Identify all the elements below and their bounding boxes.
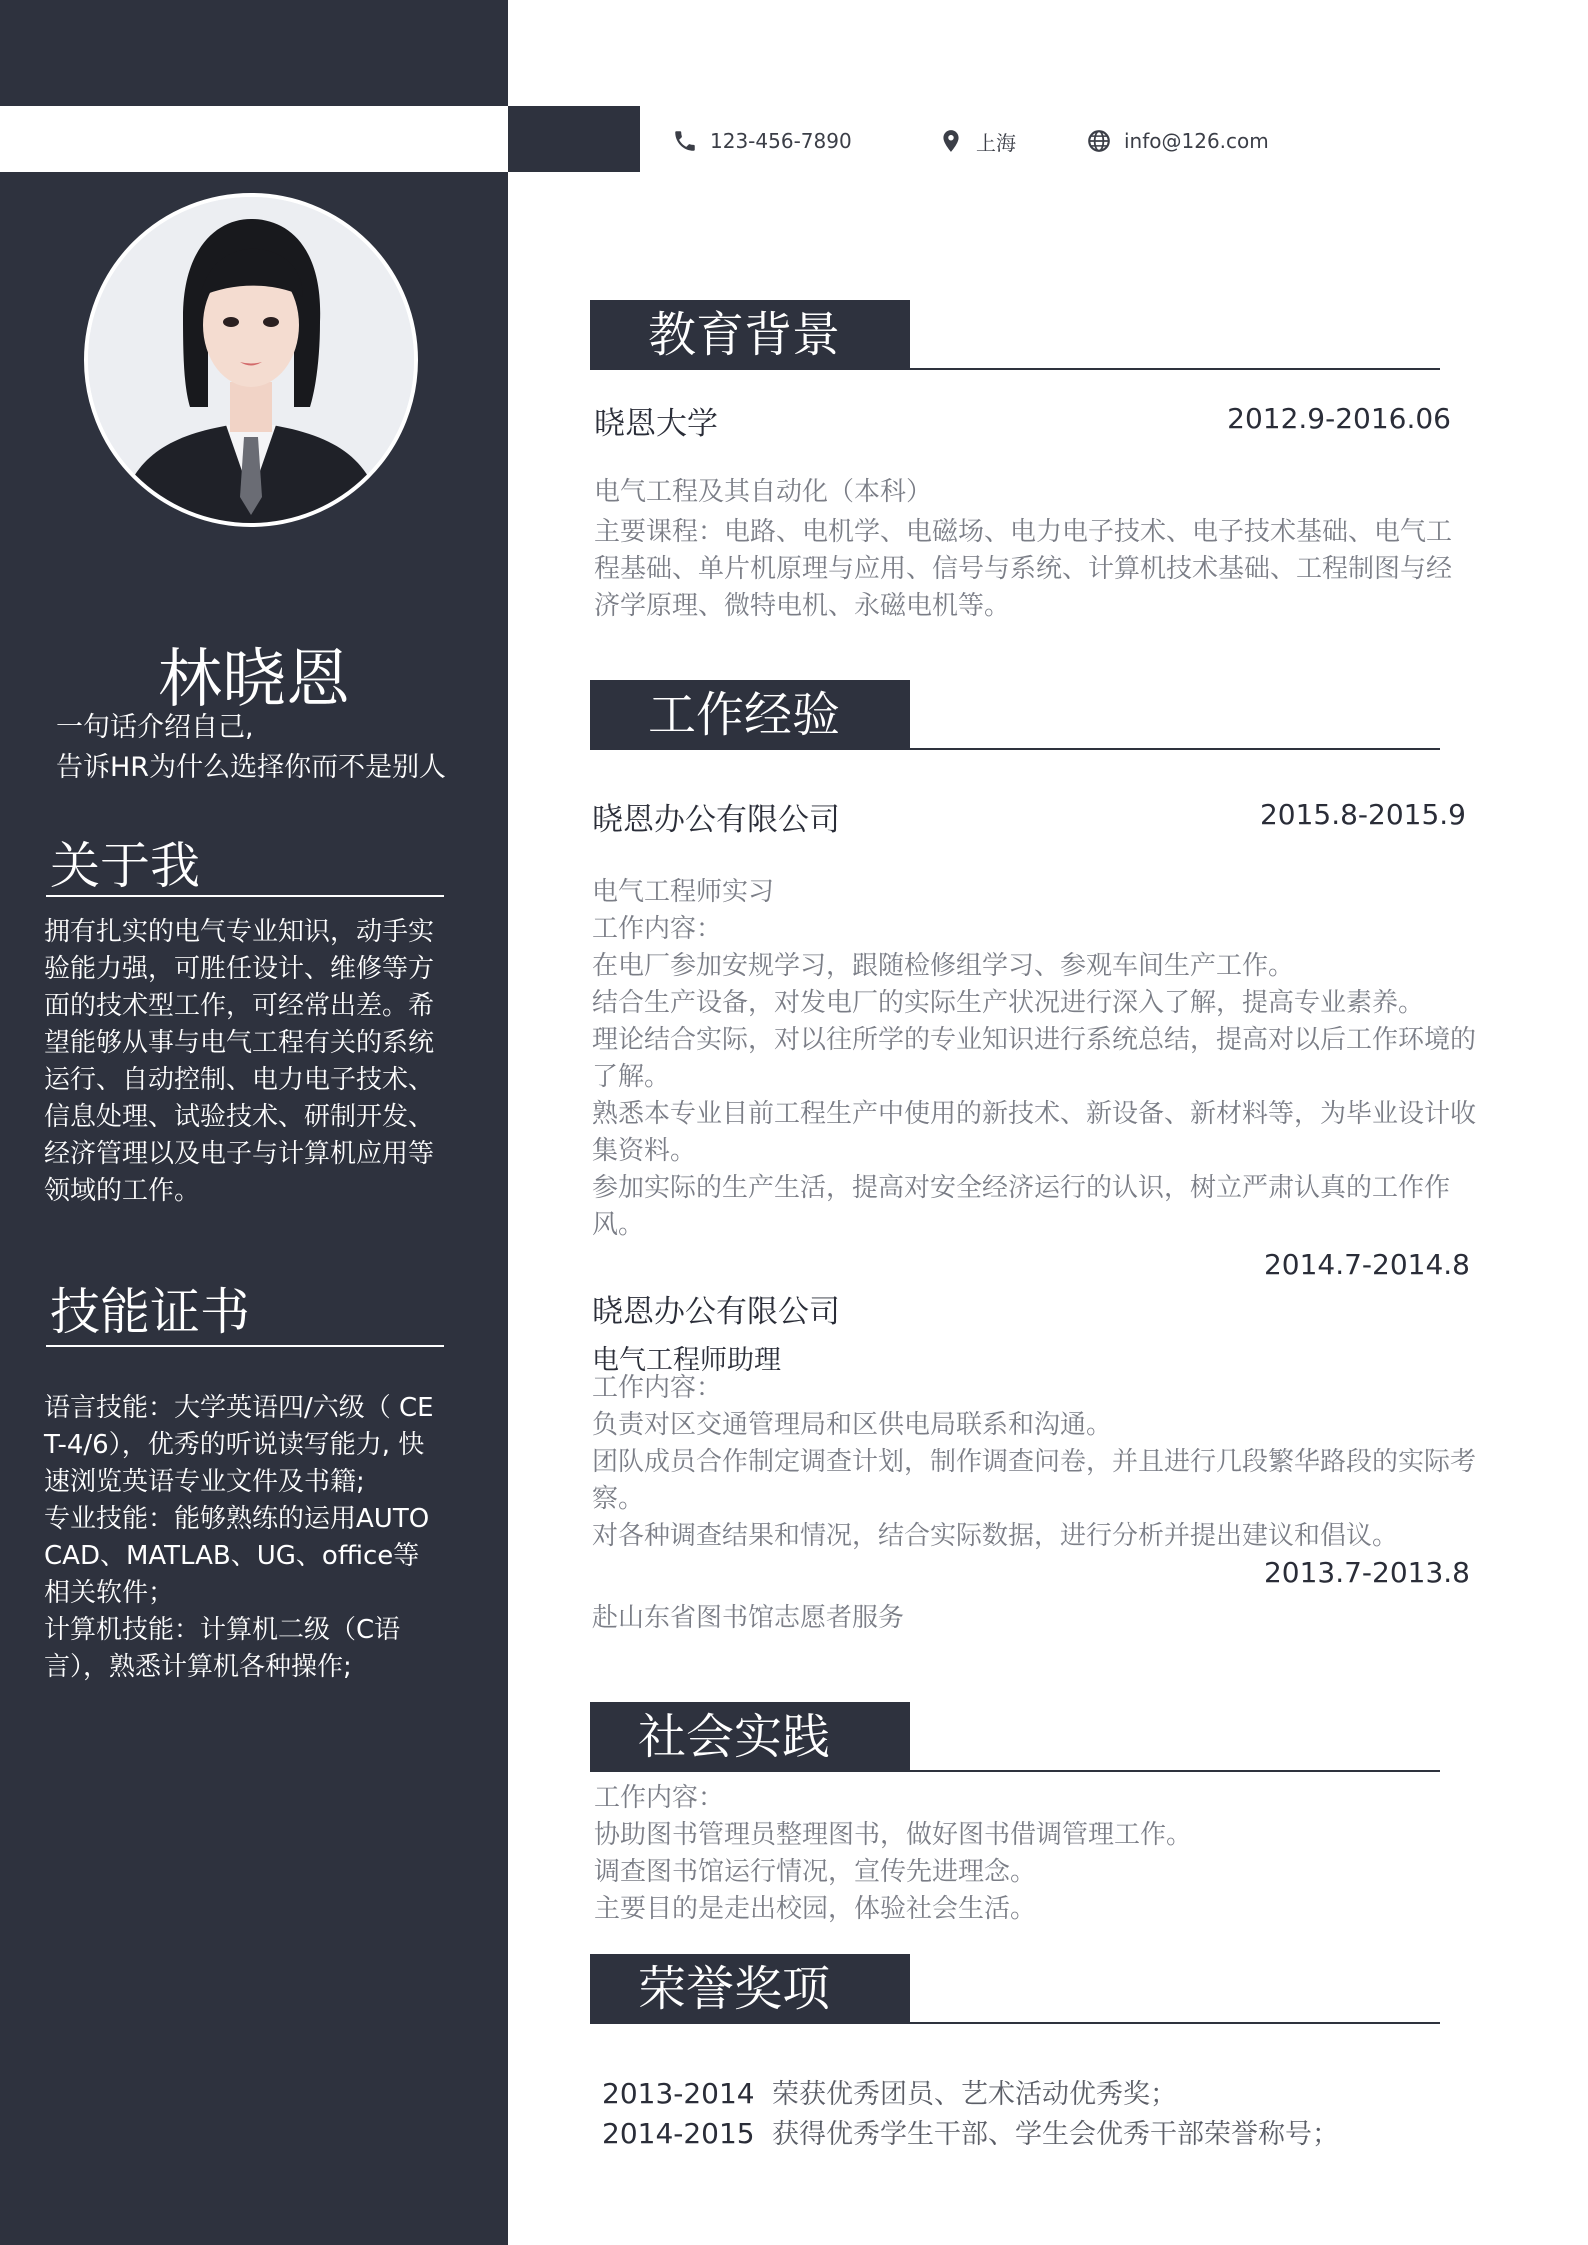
work-header bbox=[590, 680, 1440, 750]
about-text: 拥有扎实的电气专业知识，动手实验能力强，可胜任设计、维修等方面的技术型工作，可经常出差。希望能够从事与电气工程有关的系统运行、自动控制、电力电子技术、信息处理、试验技术、研制开发、经济管理以及电子与计算机应用等领域的工作。 bbox=[44, 917, 435, 1206]
job-line: 在电厂参加安规学习，跟随检修组学习、参观车间生产工作。 bbox=[592, 951, 1295, 981]
header-strip bbox=[0, 106, 508, 172]
job-company: 晓恩办公有限公司 bbox=[592, 802, 840, 838]
education-header bbox=[590, 300, 1440, 370]
practice-line: 协助图书管理员整理图书，做好图书借调管理工作。 bbox=[594, 1820, 1193, 1850]
globe-icon bbox=[1086, 128, 1112, 154]
contact-phone bbox=[672, 126, 852, 156]
honors-header bbox=[590, 1954, 1440, 2024]
honor-years: 2014-2015 bbox=[602, 2117, 755, 2150]
contact-location bbox=[938, 126, 1016, 156]
email-text: info@126.com bbox=[1124, 129, 1269, 153]
about-divider bbox=[46, 895, 444, 897]
header-accent-block bbox=[508, 106, 640, 172]
job-line: 参加实际的生产生活，提高对安全经济运行的认识，树立严肃认真的工作作风。 bbox=[592, 1173, 1451, 1240]
location-text: 上海 bbox=[976, 130, 1016, 155]
portrait-image bbox=[88, 197, 414, 523]
job-date: 2014.7-2014.8 bbox=[1263, 1248, 1470, 1281]
tagline-line-1: 一句话介绍自己, bbox=[56, 712, 254, 743]
education-major: 电气工程及其自动化（本科） bbox=[594, 477, 933, 507]
job-line: 熟悉本专业目前工程生产中使用的新技术、新设备、新材料等，为毕业设计收集资料。 bbox=[592, 1099, 1477, 1166]
job-line: 负责对区交通管理局和区供电局联系和沟通。 bbox=[592, 1410, 1113, 1440]
job-line: 工作内容： bbox=[592, 1373, 723, 1403]
job-date: 2015.8-2015.9 bbox=[1259, 798, 1466, 831]
job-company: 晓恩办公有限公司 bbox=[592, 1294, 840, 1330]
practice-line: 工作内容： bbox=[594, 1783, 725, 1813]
skill-item: 专业技能：能够熟练的运用AUTOCAD、MATLAB、UG、office等相关软件； bbox=[44, 1504, 430, 1608]
about-title: 关于我 bbox=[50, 837, 200, 895]
phone-icon bbox=[672, 128, 698, 154]
job-description bbox=[592, 1370, 1482, 1555]
job-description bbox=[592, 874, 1482, 1244]
practice-line: 调查图书馆运行情况，宣传先进理念。 bbox=[594, 1857, 1037, 1887]
tagline bbox=[56, 708, 446, 788]
honor-item bbox=[602, 2112, 1339, 2151]
work-title: 工作经验 bbox=[648, 687, 841, 743]
job-role: 赴山东省图书馆志愿者服务 bbox=[592, 1603, 905, 1633]
honors-title: 荣誉奖项 bbox=[638, 1961, 831, 2017]
honor-desc: 获得优秀学生干部、学生会优秀干部荣誉称号； bbox=[772, 2119, 1339, 2150]
job-role: 电气工程师助理 bbox=[592, 1345, 781, 1376]
practice-title: 社会实践 bbox=[638, 1709, 831, 1765]
job-line: 团队成员合作制定调查计划，制作调查问卷，并且进行几段繁华路段的实际考察。 bbox=[592, 1447, 1477, 1514]
skills-divider bbox=[46, 1345, 444, 1347]
honor-desc: 荣获优秀团员、艺术活动优秀奖； bbox=[772, 2079, 1177, 2110]
avatar bbox=[84, 193, 418, 527]
education-courses: 主要课程：电路、电机学、电磁场、电力电子技术、电子技术基础、电气工程基础、单片机原理与应用、信号与系统、计算机技术基础、工程制图与经济学原理、微特电机、永磁电机等。 bbox=[594, 517, 1453, 621]
honor-years: 2013-2014 bbox=[602, 2077, 755, 2110]
practice-line: 主要目的是走出校园，体验社会生活。 bbox=[594, 1894, 1037, 1924]
education-title: 教育背景 bbox=[648, 307, 841, 363]
honor-item bbox=[602, 2072, 1177, 2111]
tagline-line-2: 告诉HR为什么选择你而不是别人 bbox=[56, 752, 447, 783]
skills-title: 技能证书 bbox=[50, 1283, 250, 1341]
job-line: 工作内容： bbox=[592, 914, 723, 944]
practice-header bbox=[590, 1702, 1440, 1772]
education-date: 2012.9-2016.06 bbox=[1227, 402, 1451, 435]
location-pin-icon bbox=[938, 128, 964, 154]
job-role: 电气工程师实习 bbox=[592, 877, 775, 907]
job-line: 结合生产设备，对发电厂的实际生产状况进行深入了解，提高专业素养。 bbox=[592, 988, 1425, 1018]
contact-email bbox=[1086, 126, 1269, 156]
practice-description bbox=[594, 1780, 1474, 1928]
candidate-name: 林晓恩 bbox=[158, 643, 350, 717]
skill-item: 语言技能：大学英语四/六级（ CET-4/6），优秀的听说读写能力, 快速浏览英语专业文件及书籍; bbox=[44, 1393, 434, 1497]
job-line: 理论结合实际，对以往所学的专业知识进行系统总结，提高对以后工作环境的了解。 bbox=[592, 1025, 1477, 1092]
job-line: 对各种调查结果和情况，结合实际数据，进行分析并提出建议和倡议。 bbox=[592, 1521, 1399, 1551]
phone-text: 123-456-7890 bbox=[710, 129, 852, 153]
skills-list bbox=[44, 1390, 434, 1686]
school-name: 晓恩大学 bbox=[594, 406, 718, 442]
job-date: 2013.7-2013.8 bbox=[1263, 1556, 1470, 1589]
skill-item: 计算机技能：计算机二级（C语言），熟悉计算机各种操作; bbox=[44, 1615, 401, 1682]
